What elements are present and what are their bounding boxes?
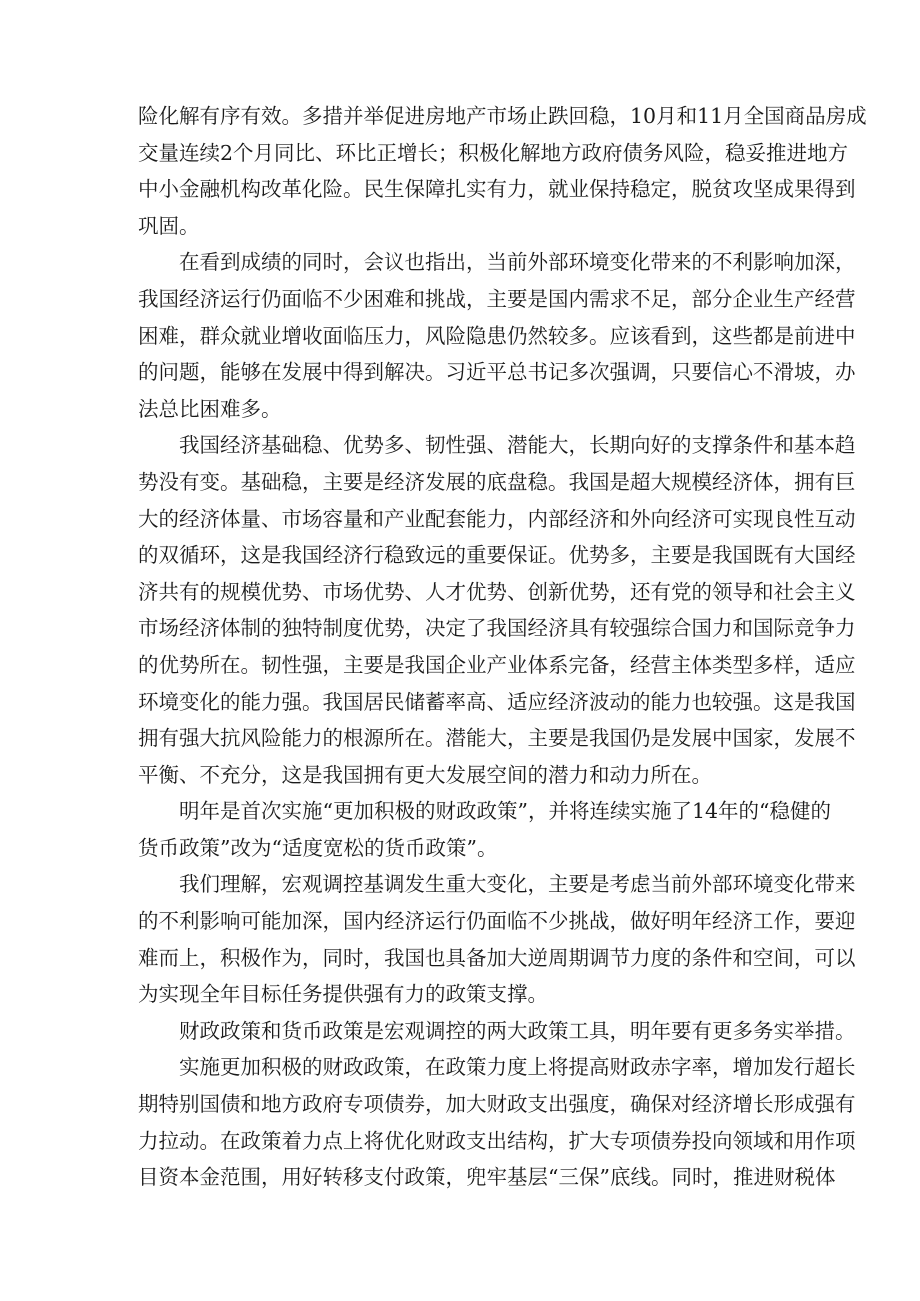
text-line: 难而上，积极作为，同时，我国也具备加大逆周期调节力度的条件和空间，可以 [138, 945, 856, 970]
text-line: 环境变化的能力强。我国居民储蓄率高、适应经济波动的能力也较强。这是我国 [138, 689, 856, 714]
paragraph [138, 244, 856, 427]
text-line: 力拉动。在政策着力点上将优化财政支出结构，扩大专项债券投向领域和用作项 [138, 1128, 856, 1153]
text-line: 明年是首次实施“更加积极的财政政策”，并将连续实施了14年的“稳健的 [179, 799, 832, 824]
text-line: 济共有的规模优势、市场优势、人才优势、创新优势，还有党的领导和社会主义 [138, 579, 856, 604]
text-line: 在看到成绩的同时，会议也指出，当前外部环境变化带来的不利影响加深， [179, 250, 856, 275]
text-line: 目资本金范围，用好转移支付政策，兜牢基层“三保”底线。同时，推进财税体 [138, 1165, 836, 1190]
text-line: 市场经济体制的独特制度优势，决定了我国经济具有较强综合国力和国际竞争力 [138, 616, 856, 641]
paragraph [138, 793, 832, 866]
text-line: 为实现全年目标任务提供强有力的政策支撑。 [138, 982, 548, 1007]
body-text [138, 98, 867, 1196]
text-line: 期特别国债和地方政府专项债券，加大财政支出强度，确保对经济增长形成强有 [138, 1092, 856, 1117]
paragraph [138, 866, 856, 1012]
text-line: 交量连续2个月同比、环比正增长；积极化解地方政府债务风险，稳妥推进地方 [138, 140, 849, 165]
paragraph [138, 1049, 856, 1195]
text-line: 的不利影响可能加深，国内经济运行仍面临不少挑战，做好明年经济工作，要迎 [138, 909, 856, 934]
text-line: 险化解有序有效。多措并举促进房地产市场止跌回稳，10月和11月全国商品房成 [138, 104, 867, 128]
text-line: 我们理解，宏观调控基调发生重大变化，主要是考虑当前外部环境变化带来 [179, 872, 856, 897]
text-line: 财政政策和货币政策是宏观调控的两大政策工具，明年要有更多务实举措。 [179, 1018, 856, 1043]
text-line: 我国经济运行仍面临不少困难和挑战，主要是国内需求不足，部分企业生产经营 [138, 286, 856, 311]
text-line: 大的经济体量、市场容量和产业配套能力，内部经济和外向经济可实现良性互动 [138, 506, 856, 531]
paragraph [138, 98, 867, 244]
text-line: 的优势所在。韧性强，主要是我国企业产业体系完备，经营主体类型多样，适应 [138, 652, 856, 677]
paragraph [138, 427, 856, 793]
text-line: 势没有变。基础稳，主要是经济发展的底盘稳。我国是超大规模经济体，拥有巨 [138, 469, 856, 494]
text-line: 法总比困难多。 [138, 396, 282, 421]
text-line: 货币政策”改为“适度宽松的货币政策”。 [138, 835, 498, 860]
text-line: 巩固。 [138, 213, 200, 238]
text-line: 拥有强大抗风险能力的根源所在。潜能大，主要是我国仍是发展中国家，发展不 [138, 726, 856, 751]
paragraph [138, 1013, 856, 1050]
text-line: 的双循环，这是我国经济行稳致远的重要保证。优势多，主要是我国既有大国经 [138, 543, 856, 568]
text-line: 的问题，能够在发展中得到解决。习近平总书记多次强调，只要信心不滑坡，办 [138, 360, 856, 385]
text-line: 我国经济基础稳、优势多、韧性强、潜能大，长期向好的支撑条件和基本趋 [179, 433, 856, 458]
text-line: 平衡、不充分，这是我国拥有更大发展空间的潜力和动力所在。 [138, 762, 712, 787]
text-line: 中小金融机构改革化险。民生保障扎实有力，就业保持稳定，脱贫攻坚成果得到 [138, 177, 856, 202]
text-line: 困难，群众就业增收面临压力，风险隐患仍然较多。应该看到，这些都是前进中 [138, 323, 856, 348]
text-line: 实施更加积极的财政政策，在政策力度上将提高财政赤字率，增加发行超长 [179, 1055, 856, 1080]
